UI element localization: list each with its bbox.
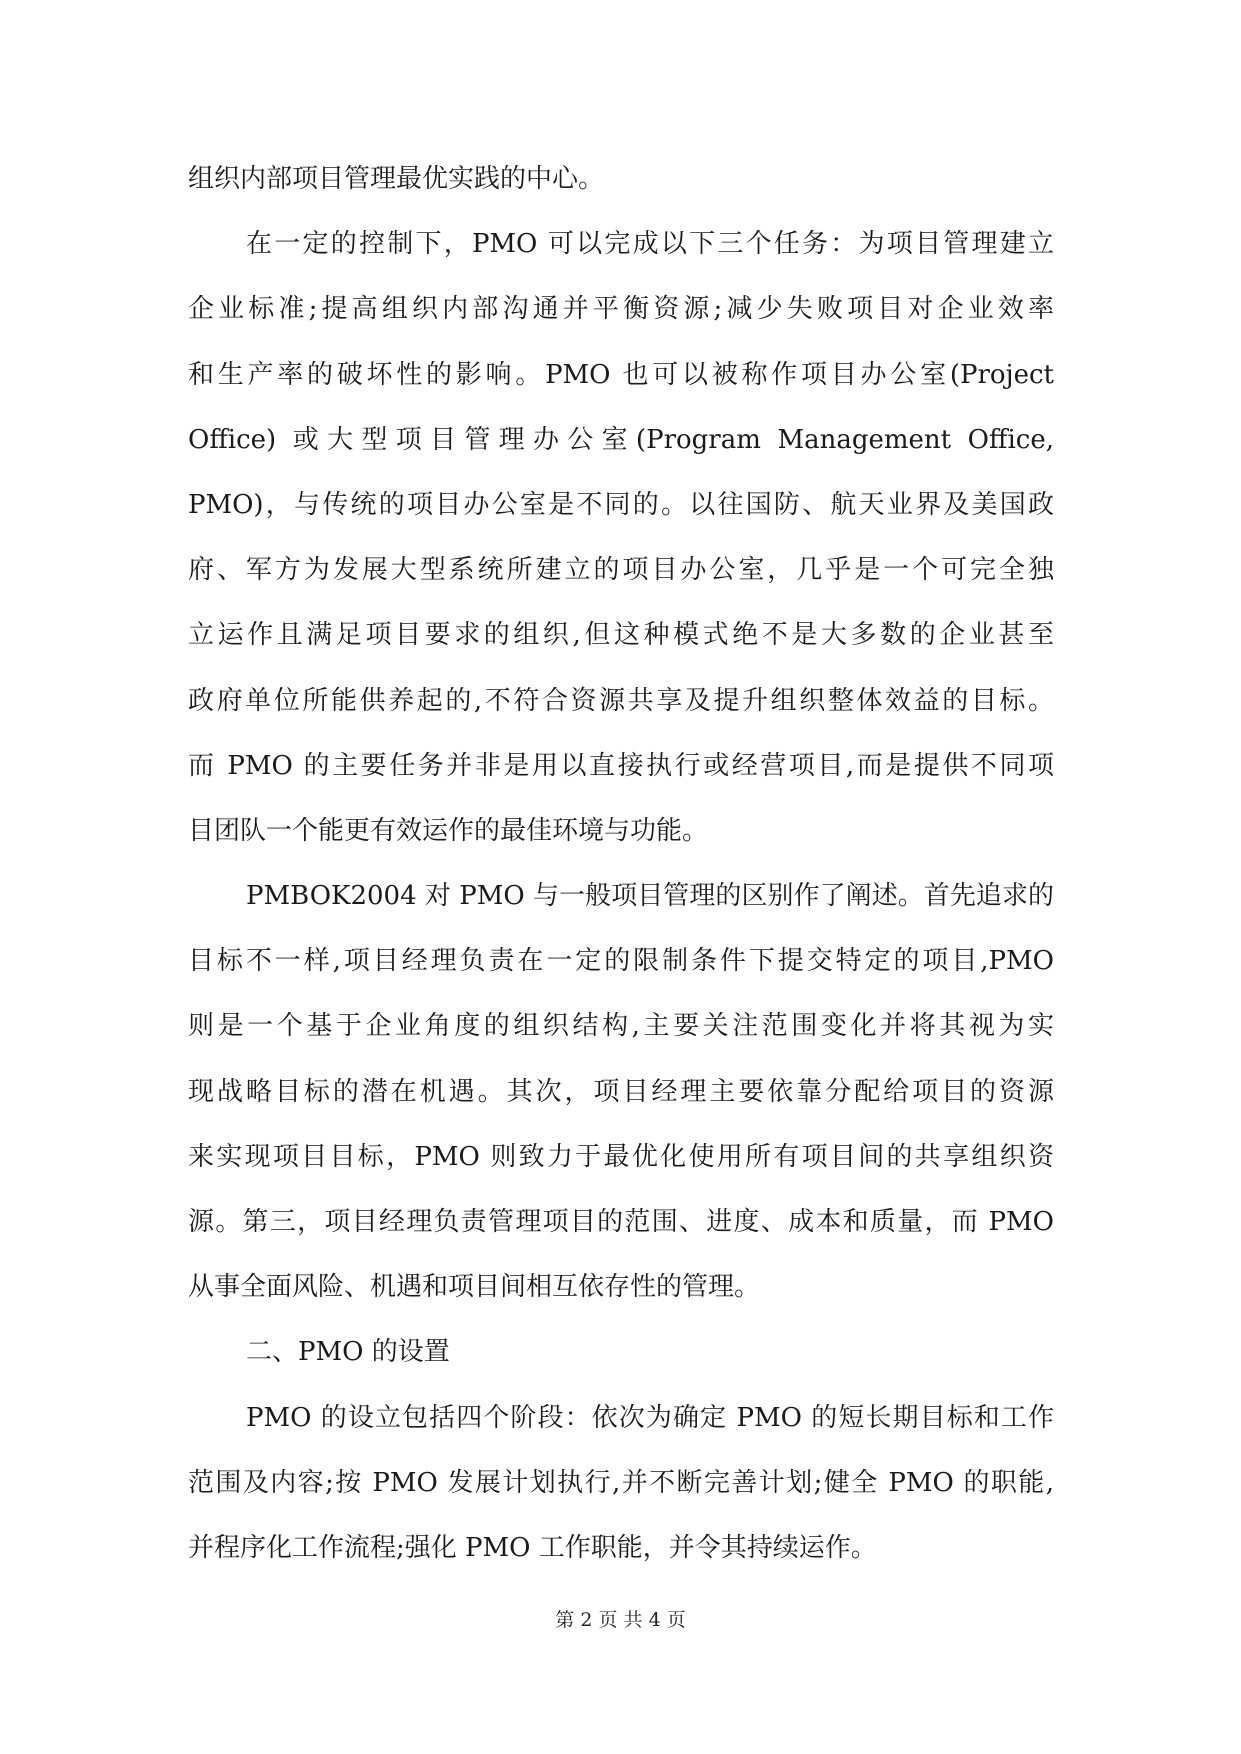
paragraph-line: 源。第三，项目经理负责管理项目的范围、进度、成本和质量，而 PMO xyxy=(188,1207,1054,1237)
paragraph-line: 企业标准;提高组织内部沟通并平衡资源;减少失败项目对企业效率 xyxy=(188,294,1054,325)
paragraph-line: 并程序化工作流程;强化 PMO 工作职能，并令其持续运作。 xyxy=(188,1532,877,1563)
document-body xyxy=(188,147,1054,1581)
paragraph-line: 目团队一个能更有效运作的最佳环境与功能。 xyxy=(188,815,709,846)
footer-page-number: 2 xyxy=(580,1609,593,1631)
footer-suffix: 页 xyxy=(666,1609,686,1631)
paragraph-line: PMO 的设立包括四个阶段：依次为确定 PMO 的短长期目标和工作 xyxy=(246,1402,1054,1433)
paragraph-line: 从事全面风险、机遇和项目间相互依存性的管理。 xyxy=(188,1272,761,1303)
page-footer xyxy=(0,1605,1241,1632)
paragraph-line: 来实现项目目标，PMO 则致力于最优化使用所有项目间的共享组织资 xyxy=(188,1141,1054,1172)
paragraph-line: 政府单位所能供养起的,不符合资源共享及提升组织整体效益的目标。 xyxy=(188,685,1054,716)
paragraph-line: 府、军方为发展大型系统所建立的项目办公室，几乎是一个可完全独 xyxy=(188,555,1054,586)
paragraph-line: 立运作且满足项目要求的组织,但这种模式绝不是大多数的企业甚至 xyxy=(188,620,1054,651)
paragraph-line: Office) 或大型项目管理办公室(Program Management Office, xyxy=(188,424,1054,455)
footer-prefix: 第 xyxy=(555,1609,575,1631)
paragraph-line: 组织内部项目管理最优实践的中心。 xyxy=(188,164,605,194)
paragraph-line: 而 PMO 的主要任务并非是用以直接执行或经营项目,而是提供不同项 xyxy=(188,750,1054,781)
paragraph-line: 和生产率的破坏性的影响。PMO 也可以被称作项目办公室(Project xyxy=(188,359,1054,390)
paragraph-line: PMO)，与传统的项目办公室是不同的。以往国防、航天业界及美国政 xyxy=(188,489,1054,520)
section-heading: 二、PMO 的设置 xyxy=(246,1337,450,1368)
footer-total-pages: 4 xyxy=(648,1609,661,1631)
paragraph-line: 范围及内容;按 PMO 发展计划执行,并不断完善计划;健全 PMO 的职能, xyxy=(188,1467,1054,1498)
footer-middle: 页 共 xyxy=(598,1609,643,1631)
paragraph-line: 目标不一样,项目经理负责在一定的限制条件下提交特定的项目,PMO xyxy=(188,946,1054,977)
paragraph-line: 则是一个基于企业角度的组织结构,主要关注范围变化并将其视为实 xyxy=(188,1011,1054,1042)
paragraph-line: PMBOK2004 对 PMO 与一般项目管理的区别作了阐述。首先追求的 xyxy=(246,881,1054,912)
paragraph-line: 现战略目标的潜在机遇。其次，项目经理主要依靠分配给项目的资源 xyxy=(188,1076,1054,1107)
paragraph-line: 在一定的控制下，PMO 可以完成以下三个任务：为项目管理建立 xyxy=(246,229,1054,260)
